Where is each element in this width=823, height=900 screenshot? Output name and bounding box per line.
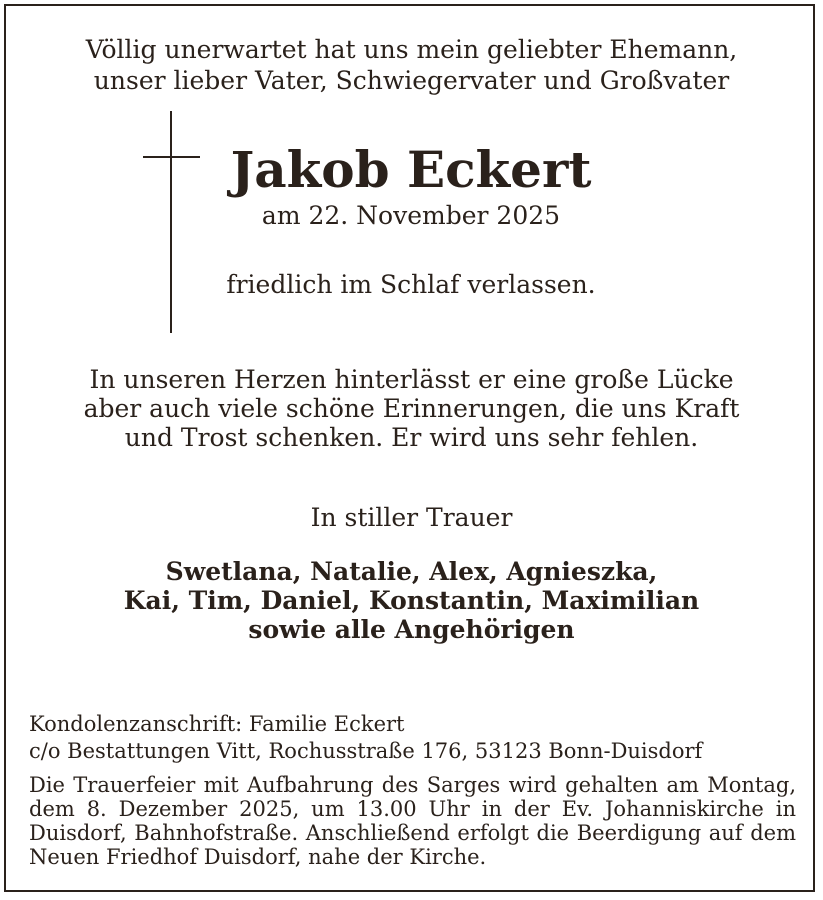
mourning-phrase: In stiller Trauer [310, 503, 513, 532]
ceremony-details: Die Trauerfeier mit Aufbahrung des Sarges wird gehalten am Montag, dem 8. Dezember 2025, um 13.00 Uhr in der Ev. Johanniskirche in Duisdorf, Bahnhofstraße. Anschließend erfolgt die Beerdigung auf dem Neuen Friedhof Duisdorf, nahe der Kirche. [29, 773, 796, 869]
cross-icon [170, 111, 172, 333]
tribute-line: aber auch viele schöne Erinnerungen, die uns Kraft [83, 394, 740, 423]
death-date: am 22. November 2025 [261, 201, 561, 230]
condolence-address [29, 711, 799, 765]
family-line: sowie alle Angehörigen [248, 615, 575, 644]
tribute-line: In unseren Herzen hinterlässt er eine große Lücke [89, 365, 734, 394]
condolence-line: c/o Bestattungen Vitt, Rochusstraße 176, 53123 Bonn-Duisdorf [29, 739, 703, 763]
intro-line: unser lieber Vater, Schwiegervater und Großvater [93, 66, 730, 95]
family-line: Kai, Tim, Daniel, Konstantin, Maximilian [123, 586, 700, 615]
condolence-line: Kondolenzanschrift: Familie Eckert [29, 712, 405, 736]
tribute-line: und Trost schenken. Er wird uns sehr fehlen. [124, 423, 699, 452]
cross-icon-bar [143, 156, 200, 158]
intro-line: Völlig unerwartet hat uns mein geliebter Ehemann, [85, 35, 738, 64]
intro-text [0, 34, 823, 96]
tribute-text [0, 365, 823, 452]
deceased-name: Jakob Eckert [230, 140, 592, 199]
passing-text: friedlich im Schlaf verlassen. [226, 270, 596, 299]
family-signatures [0, 557, 823, 644]
family-line: Swetlana, Natalie, Alex, Agnieszka, [165, 557, 658, 586]
